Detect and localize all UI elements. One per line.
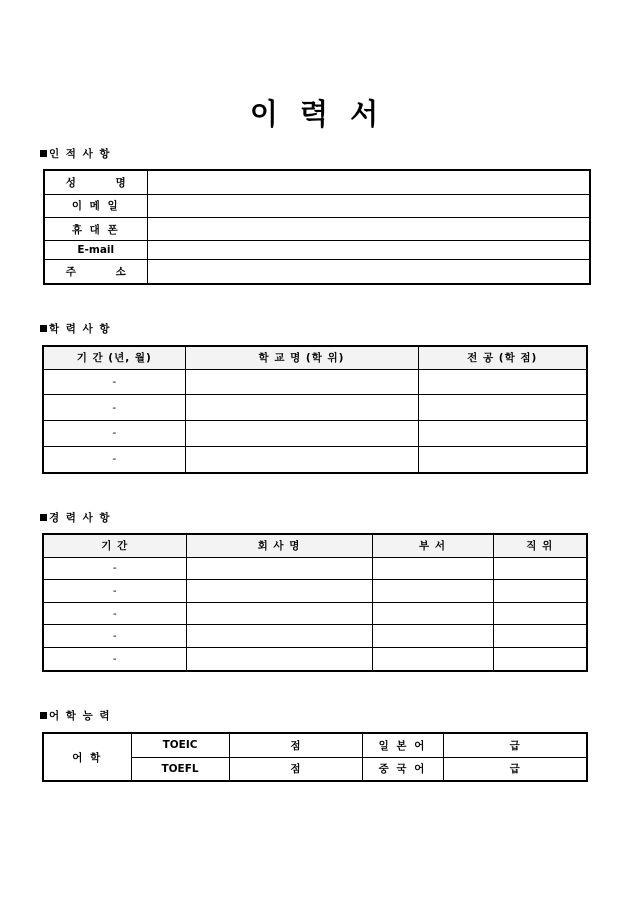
school-cell[interactable] bbox=[185, 395, 418, 421]
section-heading-personal bbox=[40, 146, 111, 161]
name-field[interactable] bbox=[147, 170, 590, 194]
table-row bbox=[43, 421, 587, 447]
table-header-row bbox=[43, 534, 587, 557]
table-row bbox=[44, 260, 590, 284]
table-row bbox=[43, 733, 587, 757]
period-cell[interactable]: - bbox=[43, 602, 186, 625]
table-row bbox=[44, 170, 590, 194]
company-cell[interactable] bbox=[186, 625, 372, 648]
department-cell[interactable] bbox=[372, 625, 493, 648]
column-header-company: 회 사 명 bbox=[186, 534, 372, 557]
table-row bbox=[43, 625, 587, 648]
education-table bbox=[42, 345, 588, 474]
address-field[interactable] bbox=[147, 260, 590, 284]
position-cell[interactable] bbox=[493, 580, 587, 603]
test-name-cell: TOEIC bbox=[131, 733, 229, 757]
test-name-cell: TOEFL bbox=[131, 757, 229, 781]
major-cell[interactable] bbox=[418, 421, 587, 447]
period-cell[interactable]: - bbox=[43, 395, 185, 421]
mobile-field[interactable] bbox=[147, 217, 590, 240]
language-name-cell: 중 국 어 bbox=[362, 757, 443, 781]
name-label: 성 명 bbox=[44, 170, 147, 194]
table-row bbox=[44, 194, 590, 217]
position-cell[interactable] bbox=[493, 557, 587, 580]
email-field-korean[interactable] bbox=[147, 194, 590, 217]
section-heading-language bbox=[40, 708, 111, 723]
period-cell[interactable]: - bbox=[43, 557, 186, 580]
column-header-major: 전 공 (학 점) bbox=[418, 346, 587, 369]
period-cell[interactable]: - bbox=[43, 421, 185, 447]
page-title: 이 력 서 bbox=[249, 97, 385, 131]
department-cell[interactable] bbox=[372, 648, 493, 672]
square-bullet-icon bbox=[40, 712, 47, 719]
table-row bbox=[43, 557, 587, 580]
company-cell[interactable] bbox=[186, 580, 372, 603]
section-heading-career bbox=[40, 510, 111, 525]
table-row bbox=[43, 648, 587, 672]
email-label: E-mail bbox=[44, 241, 147, 260]
period-cell[interactable]: - bbox=[43, 446, 185, 473]
company-cell[interactable] bbox=[186, 557, 372, 580]
score-cell[interactable]: 점 bbox=[229, 733, 362, 757]
grade-cell[interactable]: 급 bbox=[443, 733, 587, 757]
major-cell[interactable] bbox=[418, 369, 587, 395]
department-cell[interactable] bbox=[372, 602, 493, 625]
address-label: 주 소 bbox=[44, 260, 147, 284]
table-header-row bbox=[43, 346, 587, 369]
department-cell[interactable] bbox=[372, 580, 493, 603]
square-bullet-icon bbox=[40, 325, 47, 332]
section-heading-label: 경 력 사 항 bbox=[49, 512, 112, 524]
major-cell[interactable] bbox=[418, 395, 587, 421]
period-cell[interactable]: - bbox=[43, 580, 186, 603]
company-cell[interactable] bbox=[186, 648, 372, 672]
square-bullet-icon bbox=[40, 150, 47, 157]
section-heading-education bbox=[40, 321, 111, 336]
mobile-label: 휴 대 폰 bbox=[44, 217, 147, 240]
company-cell[interactable] bbox=[186, 602, 372, 625]
column-header-period: 기 간 bbox=[43, 534, 186, 557]
square-bullet-icon bbox=[40, 514, 47, 521]
score-cell[interactable]: 점 bbox=[229, 757, 362, 781]
section-heading-label: 어 학 능 력 bbox=[49, 710, 112, 722]
column-header-department: 부 서 bbox=[372, 534, 493, 557]
column-header-period: 기 간 (년, 월) bbox=[43, 346, 185, 369]
major-cell[interactable] bbox=[418, 446, 587, 473]
email-label-korean: 이 메 일 bbox=[44, 194, 147, 217]
school-cell[interactable] bbox=[185, 421, 418, 447]
career-table bbox=[42, 533, 588, 672]
personal-info-table bbox=[43, 169, 591, 285]
table-row bbox=[43, 395, 587, 421]
table-row bbox=[43, 602, 587, 625]
language-group-label: 어 학 bbox=[43, 733, 131, 781]
school-cell[interactable] bbox=[185, 369, 418, 395]
period-cell[interactable]: - bbox=[43, 369, 185, 395]
period-cell[interactable]: - bbox=[43, 648, 186, 672]
table-row bbox=[43, 446, 587, 473]
position-cell[interactable] bbox=[493, 625, 587, 648]
table-row bbox=[43, 580, 587, 603]
language-name-cell: 일 본 어 bbox=[362, 733, 443, 757]
section-heading-label: 학 력 사 항 bbox=[49, 323, 112, 335]
table-row bbox=[44, 241, 590, 260]
table-row bbox=[44, 217, 590, 240]
email-field[interactable] bbox=[147, 241, 590, 260]
language-table bbox=[42, 732, 588, 782]
department-cell[interactable] bbox=[372, 557, 493, 580]
position-cell[interactable] bbox=[493, 648, 587, 672]
section-heading-label: 인 적 사 항 bbox=[49, 148, 112, 160]
table-row bbox=[43, 369, 587, 395]
column-header-school: 학 교 명 (학 위) bbox=[185, 346, 418, 369]
period-cell[interactable]: - bbox=[43, 625, 186, 648]
grade-cell[interactable]: 급 bbox=[443, 757, 587, 781]
position-cell[interactable] bbox=[493, 602, 587, 625]
column-header-position: 직 위 bbox=[493, 534, 587, 557]
school-cell[interactable] bbox=[185, 446, 418, 473]
